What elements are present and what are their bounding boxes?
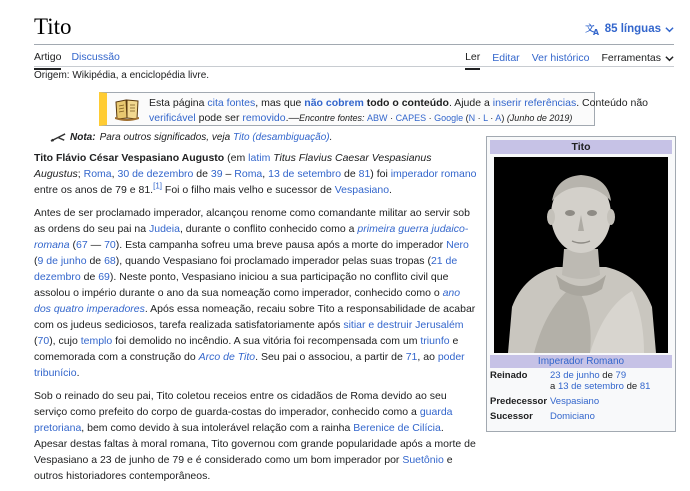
reign-start-year-link[interactable]: 79	[615, 370, 627, 381]
suetonius-link[interactable]: Suetônio	[402, 454, 444, 466]
infobox-row-predecessor	[490, 396, 672, 407]
reference-1[interactable]: [1]	[153, 181, 162, 191]
bust-image[interactable]	[494, 157, 668, 353]
text: , ao	[417, 351, 438, 363]
birth-date-link[interactable]: 30 de dezembro	[117, 168, 194, 180]
tools-label: Ferramentas	[601, 52, 661, 64]
june-9-link[interactable]: 9 de junho	[37, 255, 87, 267]
chevron-down-icon	[665, 54, 674, 63]
praetorian-guard-link[interactable]: guarda pretoriana	[34, 406, 453, 434]
text: Antes de ser proclamado imperador, alcançou renome como comandante militar ao servir sob as ordens do seu pai na	[34, 207, 470, 235]
source-abw-link[interactable]: ABW	[367, 113, 388, 123]
rome-link[interactable]: Roma	[83, 168, 112, 180]
year-67-link[interactable]: 67	[76, 239, 88, 251]
text: de	[623, 381, 640, 392]
text: e comemorada com a construção do	[34, 335, 459, 363]
text: . Apesar destas faltas à moral romana, Tito governou com grande popularidade após a morte de Vespasiano a 23 de junho de 79 e é considerado como um bom imperador por	[34, 422, 476, 466]
tab-edit[interactable]: Editar	[492, 52, 520, 64]
notice-fragment: .—	[285, 112, 299, 124]
text: de	[80, 271, 99, 283]
translate-icon	[585, 22, 601, 36]
text: ). Neste ponto, Vespasiano iniciou a sua participação no conflito civil que assolou o império durante o ano da sua nomeação como imperador, conhecido como o	[34, 271, 449, 299]
text: de	[193, 168, 211, 180]
text: de	[86, 255, 105, 267]
birth-year-link[interactable]: 39	[210, 168, 223, 180]
source-a-link[interactable]: A	[495, 113, 502, 123]
hatnote	[50, 132, 332, 143]
death-year-link[interactable]: 81	[358, 168, 371, 180]
reign-start-date-link[interactable]: 23 de junho	[550, 370, 600, 381]
cite-sources-link[interactable]: cita fontes	[207, 97, 256, 109]
page-header	[34, 14, 674, 42]
year-71-link[interactable]: 71	[405, 351, 418, 363]
notice-text-2: verificável pode ser removido.—Encontre fontes: ABW · CAPES · Google (N · L · A) (Junho de 2019)	[149, 112, 573, 124]
text: . Após essa nomeação, recaiu sobre Tito a responsabilidade de acabar com os judeus sediciosos, tarefa realizada satisfatoriamente após	[34, 303, 476, 331]
text: (	[34, 335, 38, 347]
text: —	[87, 239, 105, 251]
language-button[interactable]	[585, 22, 674, 36]
row-key: Predecessor	[490, 396, 548, 407]
find-sources-label: Encontre fontes:	[299, 113, 368, 123]
subject-name: Tito Flávio César Vespasiano Augusto	[34, 152, 225, 164]
successor-link[interactable]: Domiciano	[550, 411, 595, 422]
chevron-down-icon	[665, 25, 674, 34]
infobox-title: Tito	[490, 140, 672, 154]
paragraph-1	[34, 150, 478, 198]
december-21-link[interactable]: 21 de dezembro	[34, 255, 458, 283]
year-of-four-emperors-link[interactable]: ano dos quatro imperadores	[34, 287, 461, 315]
judea-link[interactable]: Judeia	[149, 223, 180, 235]
language-count: 85 línguas	[604, 23, 661, 35]
header-divider	[34, 44, 674, 45]
infobox-row-reign	[490, 370, 672, 392]
svg-text:文: 文	[584, 23, 595, 35]
text: (	[34, 255, 38, 267]
year-69-link[interactable]: 69	[98, 271, 110, 283]
hatnote-fragment: .	[329, 132, 333, 143]
row-key: Sucessor	[490, 411, 533, 422]
notice-date: (Junho de 2019)	[504, 113, 573, 123]
tab-talk[interactable]: Discussão	[71, 51, 120, 63]
siege-of-jerusalem-link[interactable]: sitiar e destruir Jerusalém	[343, 319, 464, 331]
text: ;	[77, 168, 84, 180]
text: a	[550, 381, 558, 392]
verifiable-link[interactable]: verificável	[149, 112, 196, 124]
infobox	[486, 136, 676, 432]
text: (	[69, 239, 77, 251]
text: (em	[224, 152, 249, 164]
notice-fragment: . Ajude a	[448, 97, 493, 109]
arch-of-titus-link[interactable]: Arco de Tito	[198, 351, 256, 363]
article-body	[34, 150, 478, 491]
notice-fragment: pode ser	[195, 112, 243, 124]
text: . Seu pai o associou, a partir de	[255, 351, 406, 363]
vespasian-link[interactable]: Vespasiano	[334, 184, 390, 196]
text: ), cujo	[49, 335, 81, 347]
hatnote-text	[100, 132, 333, 143]
text: Foi o filho mais velho e sucessor de	[162, 184, 335, 196]
death-date-link[interactable]: 13 de setembro	[268, 168, 342, 180]
page-title: Tito	[34, 14, 72, 39]
text: ,	[111, 168, 118, 180]
tab-article[interactable]: Artigo	[34, 51, 61, 70]
year-70-link-2[interactable]: 70	[37, 335, 50, 347]
temple-link[interactable]: templo	[80, 335, 113, 347]
text: ,	[262, 168, 269, 180]
source-google-link[interactable]: Google	[434, 113, 464, 123]
text: de	[341, 168, 359, 180]
text: Sob o reinado do seu pai, Tito coletou receios entre os cidadãos de Roma devido ao seu serviço como prefeito do corpo de guarda-costas do imperador, conhecido como a	[34, 390, 447, 418]
tab-read[interactable]: Ler	[465, 51, 480, 70]
text: e outros historiadores contemporâneos.	[34, 454, 453, 482]
paragraph-3	[34, 388, 478, 484]
row-value	[550, 370, 672, 392]
source-n-link[interactable]: N	[468, 113, 476, 123]
text: , bem como devido à sua intolerável relação com a rainha	[81, 422, 354, 434]
source-l-link[interactable]: L	[483, 113, 488, 123]
text: de	[599, 370, 616, 381]
namespace-tabs	[34, 51, 120, 70]
text: .	[76, 367, 80, 379]
removed-link[interactable]: removido	[242, 112, 286, 124]
latin-name: Titus Flavius Caesar Vespasianus Augustus	[34, 152, 432, 180]
notice-fragment: todo o conteúdo	[363, 97, 449, 109]
text: entre os anos de 79 e 81.	[34, 184, 154, 196]
first-jewish-roman-war-link[interactable]: primeira guerra judaico-romana	[34, 223, 469, 251]
triumph-link[interactable]: triunfo	[420, 335, 450, 347]
notice-fragment: . Conteúdo não	[576, 97, 649, 109]
reign-end-year-link[interactable]: 81	[639, 381, 651, 392]
row-key: Reinado	[490, 370, 528, 381]
tribunician-power-link[interactable]: poder tribunício	[34, 351, 465, 379]
insert-references-link[interactable]: inserir referências	[492, 97, 577, 109]
year-68-link[interactable]: 68	[104, 255, 116, 267]
references-notice	[99, 92, 649, 126]
notice-fragment: Esta página	[149, 97, 208, 109]
text: .	[389, 184, 392, 196]
roman-emperor-link[interactable]: imperador romano	[390, 168, 477, 180]
rome-link-2[interactable]: Roma	[234, 168, 263, 180]
source-capes-link[interactable]: CAPES	[395, 113, 427, 123]
year-70-link[interactable]: 70	[104, 239, 116, 251]
paragraph-2	[34, 205, 478, 381]
reign-end-date-link[interactable]: 13 de setembro	[557, 381, 624, 392]
text: , durante o conflito conhecido como a	[179, 223, 358, 235]
infobox-subheader	[490, 355, 672, 368]
notice-text	[149, 97, 648, 109]
text: –	[222, 168, 235, 180]
disambiguation-link[interactable]: Tito (desambiguação)	[232, 132, 330, 143]
view-tabs	[465, 51, 674, 70]
roman-emperor-link[interactable]: Imperador Romano	[537, 356, 625, 367]
text: ). Esta campanha sofreu uma breve pausa após a morte do imperador	[115, 239, 447, 251]
disambiguation-icon	[50, 132, 66, 143]
site-subtitle: Origem: Wikipédia, a enciclopédia livre.	[34, 70, 210, 81]
infobox-rows	[490, 370, 672, 426]
nero-link[interactable]: Nero	[446, 239, 469, 251]
book-icon	[113, 97, 141, 121]
notice-fragment: , mas que	[255, 97, 305, 109]
hatnote-fragment: Para outros significados, veja	[99, 132, 233, 143]
tabs-divider	[34, 66, 674, 67]
text: ) foi	[370, 168, 391, 180]
hatnote-label: Nota:	[70, 132, 96, 143]
berenice-link[interactable]: Berenice de Cilícia	[353, 422, 441, 434]
text: ), quando Vespasiano foi proclamado imperador pelas suas tropas (	[115, 255, 431, 267]
tab-history[interactable]: Ver histórico	[531, 52, 590, 64]
svg-text:A: A	[592, 28, 599, 38]
latin-link[interactable]: latim	[248, 152, 271, 164]
text: foi demolido no incêndio. A sua vitória foi recompensada com um	[112, 335, 421, 347]
predecessor-link[interactable]: Vespasiano	[550, 396, 600, 407]
infobox-row-successor	[490, 411, 672, 422]
not-cover-link[interactable]: não cobrem	[304, 97, 364, 109]
